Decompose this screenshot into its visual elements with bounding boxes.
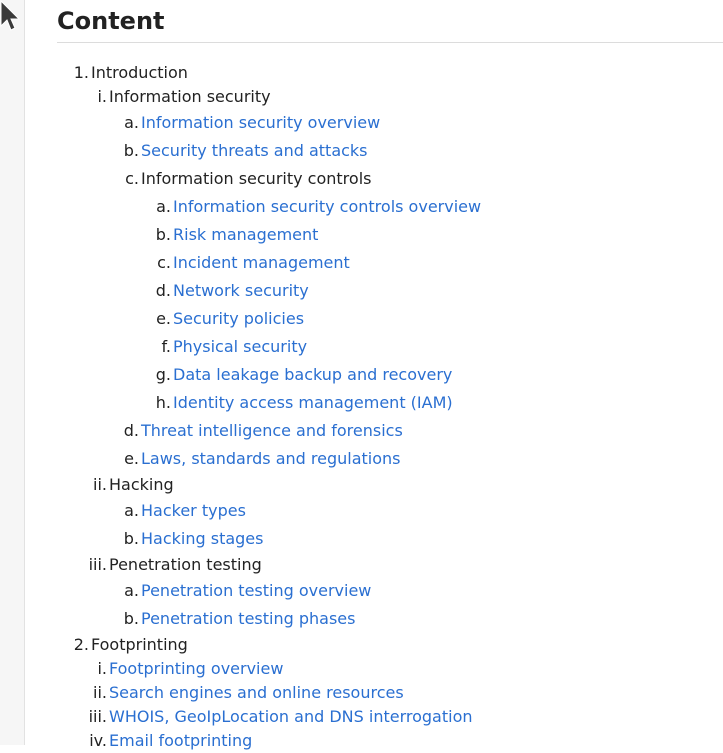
toc-link-physical-security[interactable]: Physical security xyxy=(173,337,308,356)
toc-row xyxy=(57,681,723,705)
toc-item xyxy=(57,193,723,221)
toc-link-information-security-controls-overview[interactable]: Information security controls overview xyxy=(173,197,482,216)
toc-marker: f. xyxy=(161,337,171,356)
toc-item xyxy=(57,85,723,473)
toc-marker: a. xyxy=(156,197,171,216)
toc-sublist xyxy=(57,497,723,553)
toc-row xyxy=(57,389,723,417)
toc-row xyxy=(57,473,723,497)
toc-marker: a. xyxy=(124,581,139,600)
toc-marker: g. xyxy=(155,365,171,384)
toc-row xyxy=(57,193,723,221)
toc-item xyxy=(57,137,723,165)
toc-item xyxy=(57,681,723,705)
toc-row xyxy=(57,221,723,249)
toc-item xyxy=(57,657,723,681)
toc-link-email-footprinting[interactable]: Email footprinting xyxy=(109,731,253,750)
toc-marker: a. xyxy=(124,501,139,520)
toc-row xyxy=(57,525,723,553)
toc-row xyxy=(57,705,723,729)
toc-row xyxy=(57,605,723,633)
toc-row xyxy=(57,417,723,445)
toc-item xyxy=(57,525,723,553)
toc-marker: e. xyxy=(124,449,139,468)
toc-marker: iii. xyxy=(88,555,107,574)
toc-marker: b. xyxy=(123,529,139,548)
toc-marker: 1. xyxy=(73,63,89,82)
toc-row xyxy=(57,305,723,333)
toc-link-penetration-testing-overview[interactable]: Penetration testing overview xyxy=(141,581,372,600)
toc-item xyxy=(57,605,723,633)
toc-link-security-policies[interactable]: Security policies xyxy=(173,309,305,328)
left-rail xyxy=(0,0,25,745)
toc-link-incident-management[interactable]: Incident management xyxy=(173,253,350,272)
toc-sublist xyxy=(57,193,723,417)
toc-item xyxy=(57,109,723,137)
content-panel xyxy=(57,0,723,753)
toc-row xyxy=(57,333,723,361)
toc-row xyxy=(57,729,723,753)
toc-item xyxy=(57,305,723,333)
toc-sublist xyxy=(57,577,723,633)
toc-link-laws-standards-and-regulations[interactable]: Laws, standards and regulations xyxy=(141,449,401,468)
toc-marker: i. xyxy=(97,87,107,106)
toc-heading-hacking: Hacking xyxy=(109,475,174,494)
toc-link-footprinting-overview[interactable]: Footprinting overview xyxy=(109,659,284,678)
toc-marker: b. xyxy=(155,225,171,244)
toc-row xyxy=(57,137,723,165)
toc-marker: d. xyxy=(123,421,139,440)
toc-row xyxy=(57,577,723,605)
toc-row xyxy=(57,165,723,193)
toc-link-threat-intelligence-and-forensics[interactable]: Threat intelligence and forensics xyxy=(141,421,403,440)
toc-marker: iii. xyxy=(88,707,107,726)
toc-row xyxy=(57,553,723,577)
mouse-cursor-icon xyxy=(0,0,20,32)
toc-item xyxy=(57,445,723,473)
toc-marker: iv. xyxy=(89,731,107,750)
toc-row xyxy=(57,633,723,657)
toc-item xyxy=(57,577,723,605)
toc-sublist xyxy=(57,85,723,633)
toc-link-network-security[interactable]: Network security xyxy=(173,281,309,300)
toc-marker: b. xyxy=(123,141,139,160)
toc-marker: c. xyxy=(157,253,171,272)
toc-item xyxy=(57,553,723,633)
toc-row xyxy=(57,85,723,109)
toc-marker: c. xyxy=(125,169,139,188)
toc-marker: ii. xyxy=(93,475,107,494)
toc-row xyxy=(57,277,723,305)
toc-item xyxy=(57,165,723,417)
toc-row xyxy=(57,361,723,389)
toc-heading-introduction: Introduction xyxy=(91,63,188,82)
toc-item xyxy=(57,277,723,305)
toc-row xyxy=(57,109,723,137)
toc-item xyxy=(57,473,723,553)
toc-link-hacking-stages[interactable]: Hacking stages xyxy=(141,529,264,548)
toc-row xyxy=(57,249,723,277)
toc-row xyxy=(57,657,723,681)
toc-marker: i. xyxy=(97,659,107,678)
toc-link-search-engines-and-online-resources[interactable]: Search engines and online resources xyxy=(109,683,404,702)
toc-item xyxy=(57,633,723,753)
toc-link-penetration-testing-phases[interactable]: Penetration testing phases xyxy=(141,609,356,628)
toc-link-identity-access-management-iam[interactable]: Identity access management (IAM) xyxy=(173,393,453,412)
toc-marker: 2. xyxy=(73,635,89,654)
toc-item xyxy=(57,361,723,389)
toc-item xyxy=(57,333,723,361)
toc-sublist xyxy=(57,109,723,473)
toc-item xyxy=(57,729,723,753)
toc-marker: ii. xyxy=(93,683,107,702)
toc-link-hacker-types[interactable]: Hacker types xyxy=(141,501,246,520)
toc-item xyxy=(57,61,723,633)
toc-row xyxy=(57,61,723,85)
toc-heading-footprinting: Footprinting xyxy=(91,635,188,654)
toc-marker: h. xyxy=(155,393,171,412)
toc-item xyxy=(57,389,723,417)
toc-marker: d. xyxy=(155,281,171,300)
toc-marker: e. xyxy=(156,309,171,328)
page-title: Content xyxy=(57,0,723,43)
toc-item xyxy=(57,417,723,445)
toc-marker: a. xyxy=(124,113,139,132)
toc-heading-information-security: Information security xyxy=(109,87,271,106)
toc-item xyxy=(57,249,723,277)
toc-heading-information-security-controls: Information security controls xyxy=(141,169,372,188)
toc-list xyxy=(57,61,723,753)
toc-item xyxy=(57,705,723,729)
toc-row xyxy=(57,445,723,473)
toc-item xyxy=(57,221,723,249)
toc-row xyxy=(57,497,723,525)
toc-heading-penetration-testing: Penetration testing xyxy=(109,555,262,574)
toc-link-information-security-overview[interactable]: Information security overview xyxy=(141,113,381,132)
toc-link-risk-management[interactable]: Risk management xyxy=(173,225,319,244)
toc-link-data-leakage-backup-and-recovery[interactable]: Data leakage backup and recovery xyxy=(173,365,453,384)
toc-link-whois-geoiplocation-and-dns-interrogation[interactable]: WHOIS, GeoIpLocation and DNS interrogation xyxy=(109,707,473,726)
toc-sublist xyxy=(57,657,723,753)
toc-link-security-threats-and-attacks[interactable]: Security threats and attacks xyxy=(141,141,368,160)
table-of-contents xyxy=(57,61,723,753)
toc-marker: b. xyxy=(123,609,139,628)
toc-item xyxy=(57,497,723,525)
